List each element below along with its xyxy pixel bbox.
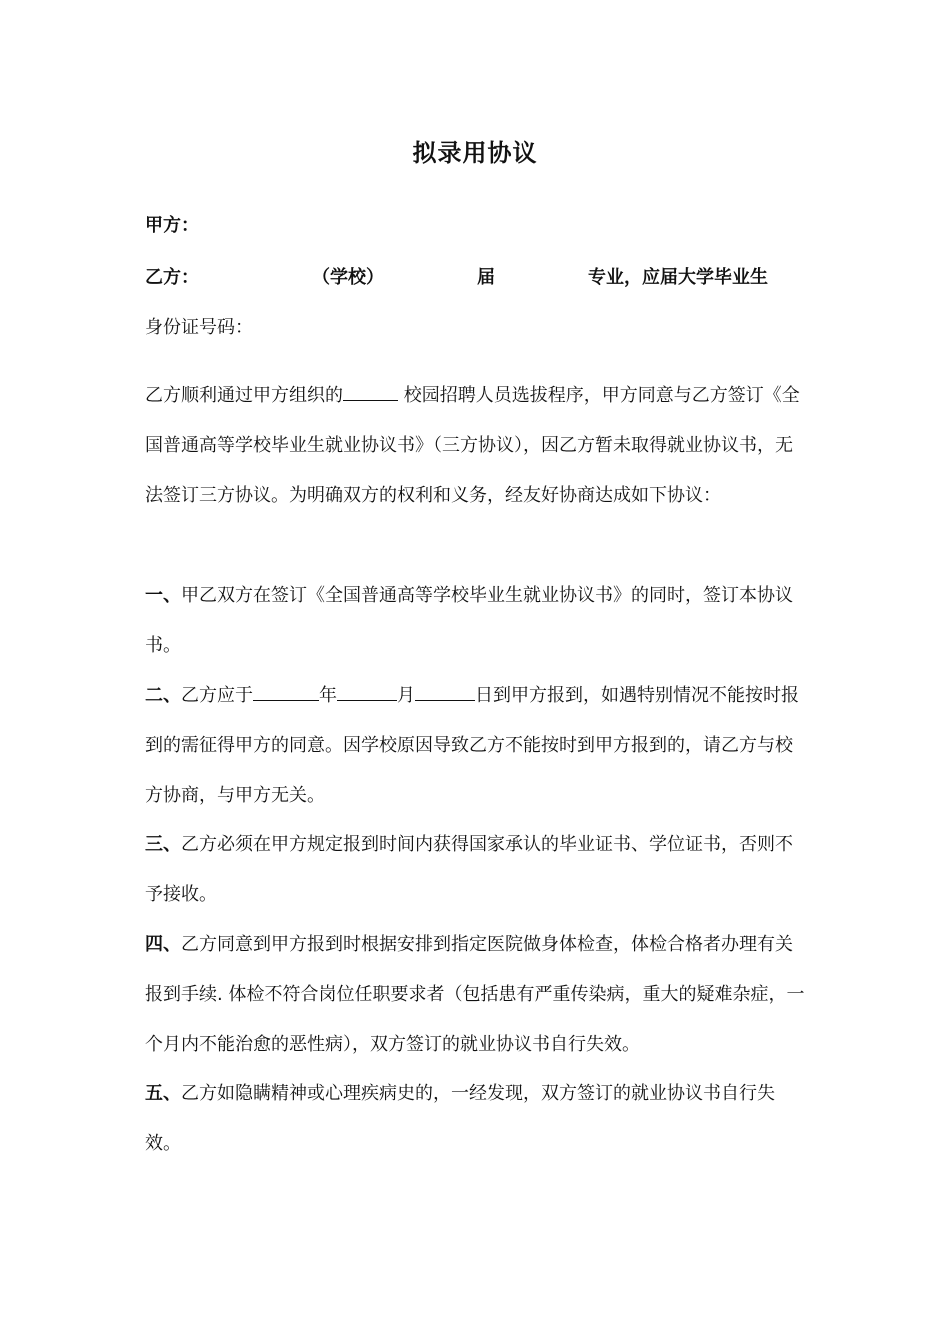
major-label: 专业，应届大学毕业生: [588, 267, 768, 288]
document-title: 拟录用协议: [412, 139, 538, 167]
intro-paragraph: [145, 371, 810, 521]
party-b-label: 乙方：: [145, 267, 199, 288]
clause-4-text: 乙方同意到甲方报到时根据安排到指定医院做身体检查，体检合格者办理有关报到手续. 体检不符合岗位任职要求者（包括患有严重传染病，重大的疑难杂症，一个月内不能治愈的恶性病），双方签订的就业协议书自行失效。: [145, 934, 805, 1055]
year-blank: [253, 682, 319, 701]
clause-3-text: 乙方必须在甲方规定报到时间内获得国家承认的毕业证书、学位证书，否则不予接收。: [145, 834, 793, 905]
clause-3: [145, 820, 810, 920]
clause-2-text-d: 日到甲方报到，如遇特别情况不能按时报到的需征得甲方的同意。因学校原因导致乙方不能按时到甲方报到的，请乙方与校方协商，与甲方无关。: [145, 685, 799, 806]
clause-2-text-a: 乙方应于: [181, 685, 253, 706]
clause-4-number: 四、: [145, 934, 181, 955]
clause-3-number: 三、: [145, 834, 181, 855]
clause-1-text: 甲乙双方在签订《全国普通高等学校毕业生就业协议书》的同时，签订本协议书。: [145, 585, 793, 656]
school-label: （学校）: [312, 267, 384, 288]
party-a-label: 甲方：: [145, 215, 199, 236]
intro-text-2: 校园招聘人员选拔程序，甲方同意与乙方签订《全国普通高等学校毕业生就业协议书》（三方协议），因乙方暂未取得就业协议书，无法签订三方协议。为明确双方的权利和义务，经友好协商达成如下协议：: [145, 385, 800, 506]
intro-text-1: 乙方顺利通过甲方组织的: [145, 385, 343, 406]
clause-5-text: 乙方如隐瞒精神或心理疾病史的，一经发现，双方签订的就业协议书自行失效。: [145, 1083, 775, 1154]
organizer-blank: [343, 382, 398, 401]
clause-2-number: 二、: [145, 685, 181, 706]
clause-1: [145, 571, 810, 671]
clause-5: [145, 1069, 810, 1169]
id-number-label: 身份证号码：: [145, 317, 253, 338]
day-blank: [415, 682, 475, 701]
clause-2: [145, 671, 810, 821]
month-blank: [337, 682, 397, 701]
clause-1-number: 一、: [145, 585, 181, 606]
clause-5-number: 五、: [145, 1083, 181, 1104]
clause-2-text-c: 月: [397, 685, 415, 706]
session-label: 届: [477, 267, 495, 288]
clause-4: [145, 920, 810, 1070]
clause-2-text-b: 年: [319, 685, 337, 706]
